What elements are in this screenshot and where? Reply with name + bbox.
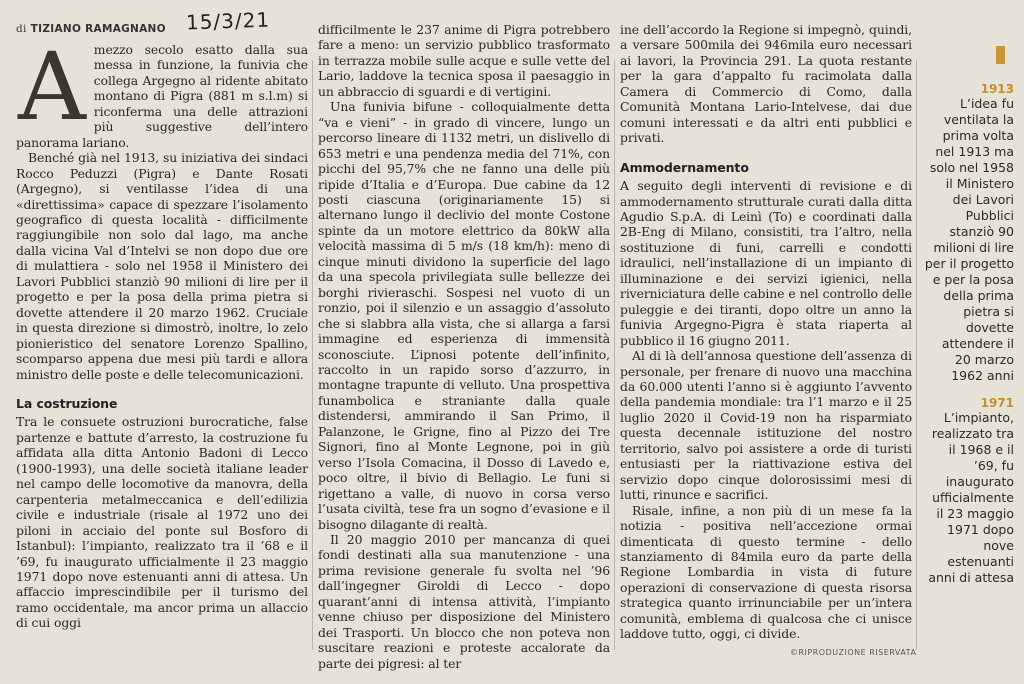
article-column-3	[620, 22, 912, 684]
paragraph-continued: difficilmente le 237 anime di Pigra potrebbero fare a meno: un servizio pubblico trasformato in terrazza mobile sulle acque e sulle vette del Lario, laddove la tecnica sposa il paesaggio in un abbraccio di sguardi e di vertigini.	[318, 22, 610, 99]
column-divider	[614, 60, 615, 650]
sidebar-timeline	[924, 40, 1014, 586]
timeline-year-1913: 1913	[980, 82, 1014, 96]
byline-prefix: di	[16, 23, 27, 35]
handwritten-date: 15/3/21	[185, 7, 271, 35]
timeline-text-1971: L’impianto, realizzato tra il 1968 e il ’69, fu inaugurato ufficialmente il 23 maggio 1971 dopo nove estenuanti anni di attesa	[928, 410, 1014, 585]
copyright-credit: ©RIPRODUZIONE RISERVATA	[790, 648, 917, 657]
paragraph: Una funivia bifune - colloquialmente detta “va e vieni” - in grado di vincere, lungo un percorso lineare di 1132 metri, un dislivello di 653 metri e una pendenza media del 71%, con picchi del 95,7% che ne fanno una delle più ripide d’Italia e d’Europa. Due cabine da 12 posti ciascuna (originariamente 15) si alternano lungo il declivio del monte Costone spinte da un motore elettrico da 80kW alla velocità massima di 5 m/s (18 km/h): meno di cinque minuti dividono la superficie del lago da una specola privilegiata sulle bellezze dei borghi rivieraschi. Sospesi nel vuoto di un ronzio, poi il silenzio e un assaggio d’assoluto che si slabbra alla vista, che si allarga a farsi immagine ed esperienza di immensità sconosciute. L’ipnosi potente dell’infinito, raccolto in un rapido sorso d’azzurro, in montagne trapunte di velluto. Una prospettiva funambolica e straniante dalla quale distendersi, ammirando il San Primo, il Palanzone, le Grigne, fino al Pizzo dei Tre Signori, fino al Monte Legnone, poi in giù verso l’Isola Comacina, il Dosso di Lavedo e, poco oltre, il bivio di Bellagio. Le funi si rigettano a valle, di nuovo in corsa verso l’usata civiltà, tese fra un sogno d’evasione e il bisogno dilagante di realtà.	[318, 99, 610, 532]
section-heading-costruzione: La costruzione	[16, 395, 118, 411]
article-column-1	[16, 7, 308, 682]
byline	[16, 23, 166, 35]
paragraph: Benché già nel 1913, su iniziativa dei sindaci Rocco Peduzzi (Pigra) e Dante Rosati (Argegno), si ventilasse l’idea di una «direttissima» capace di spezzare l’isolamento geografico di questa località - difficilmente raggiungibile non solo dal lago, ma anche dalla vicina Val d’Intelvi se non dopo due ore di mulattiera - solo nel 1958 il Ministero dei Lavori Pubblici stanziò 90 milioni di lire per il progetto e per la posa della prima pietra si dovette attendere il 20 marzo 1962. Cruciale in questa direzione si dimostrò, inoltre, lo zelo pionieristico del senatore Lorenzo Spallino, scomparso appena due mesi più tardi e allora ministro delle poste e delle telecomunicazioni.	[16, 150, 308, 382]
timeline-year-1971: 1971	[980, 396, 1014, 410]
column-divider	[312, 60, 313, 650]
paragraph: A seguito degli interventi di revisione e di ammodernamento strutturale curati dalla ditta Agudio S.p.A. di Leinì (To) e coordinati dalla 2B-Eng di Milano, consistiti, tra l’altro, nella sostituzione di funi, carrelli e condotti idraulici, nell’installazione di un impianto di illuminazione e dei servizi igienici, nella riverniciatura delle cabine e nel controllo delle puleggie e dei tiranti, dopo oltre un anno la funivia Argegno-Pigra è stata riaperta al pubblico il 16 giugno 2011.	[620, 178, 912, 348]
paragraph: Risale, infine, a non più di un mese fa la notizia - positiva nell’accezione ormai dimenticata di questo termine - dello stanziamento di 84mila euro da parte della Regione Lombardia in vista di future operazioni di conservazione di questa risorsa strategica quanto irrinunciabile per un’intera comunità, emblema di qualcosa che ci unisce laddove tutto, oggi, ci divide.	[620, 502, 912, 642]
paragraph: Tra le consuete ostruzioni burocratiche, false partenze e battute d’arresto, la costruzione fu affidata alla ditta Antonio Badoni di Lecco (1900-1993), una delle società italiane leader nel campo delle locomotive da manovra, della carpenteria metalmeccanica e dell’edilizia civile e industriale (risale al 1972 uno dei piloni in acciaio del ponte sul Bosforo di Istanbul): l’impianto, realizzato tra il ’68 e il ’69, fu inaugurato ufficialmente il 23 maggio 1971 dopo nove estenuanti anni di attesa. Un affaccio imprescindibile per il turismo del ramo occidentale, ma ancor prima un allaccio di cui oggi	[16, 414, 308, 631]
paragraph: Il 20 maggio 2010 per mancanza di quei fondi destinati alla sua manutenzione - una prima revisione generale fu svolta nel ’96 dall’ingegner Giroldi di Lecco - dopo quarant’anni di intensa attività, l’impianto venne chiuso per disposizione del Ministero dei Trasporti. Un blocco che non poteva non suscitare reazioni e proteste accalorate da parte dei pigresi: al ter	[318, 531, 610, 671]
paragraph-intro: mezzo secolo esatto dalla sua messa in funzione, la funivia che collega Argegno al ridente abitato montano di Pigra (881 m s.l.m) si riconferma una delle attrazioni più suggestive dell’intero panorama lariano.	[16, 42, 308, 150]
timeline-text-1913: L’idea fu ventilata la prima volta nel 1913 ma solo nel 1958 il Ministero dei Lavori Pubblici stanziò 90 milioni di lire per il progetto e per la posa della prima pietra si dovette attendere il 20 marzo 1962 anni	[924, 96, 1014, 383]
byline-author: TIZIANO RAMAGNANO	[30, 23, 166, 35]
header	[16, 7, 308, 42]
paragraph: Al di là dell’annosa questione dell’assenza di personale, per frenare di nuovo una macchina da 60.000 utenti l’anno si è aggiunto l’avvento della pandemia mondiale: tra l’1 marzo e il 25 luglio 2020 il Covid-19 non ha risparmiato questa decennale istituzione del nostro territorio, salvo poi assistere a orde di turisti entusiasti per la riattivazione estiva del servizio dopo cinque dolorosissimi mesi di lutti, rinunce e sacrifici.	[620, 348, 912, 503]
article-column-2	[318, 22, 610, 684]
section-heading-ammodernamento: Ammodernamento	[620, 159, 749, 175]
column-divider	[916, 60, 917, 650]
paragraph-continued: ine dell’accordo la Regione si impegnò, quindi, a versare 500mila dei 946mila euro necessari ai lavori, la Provincia 291. La quota restante per la gara d’appalto fu racimolata dalla Camera di Commercio di Como, dalla Comunità Montana Lario-Intelvese, dai due comuni interessati e da altri enti pubblici e privati.	[620, 22, 912, 146]
drop-cap: A	[18, 33, 86, 142]
